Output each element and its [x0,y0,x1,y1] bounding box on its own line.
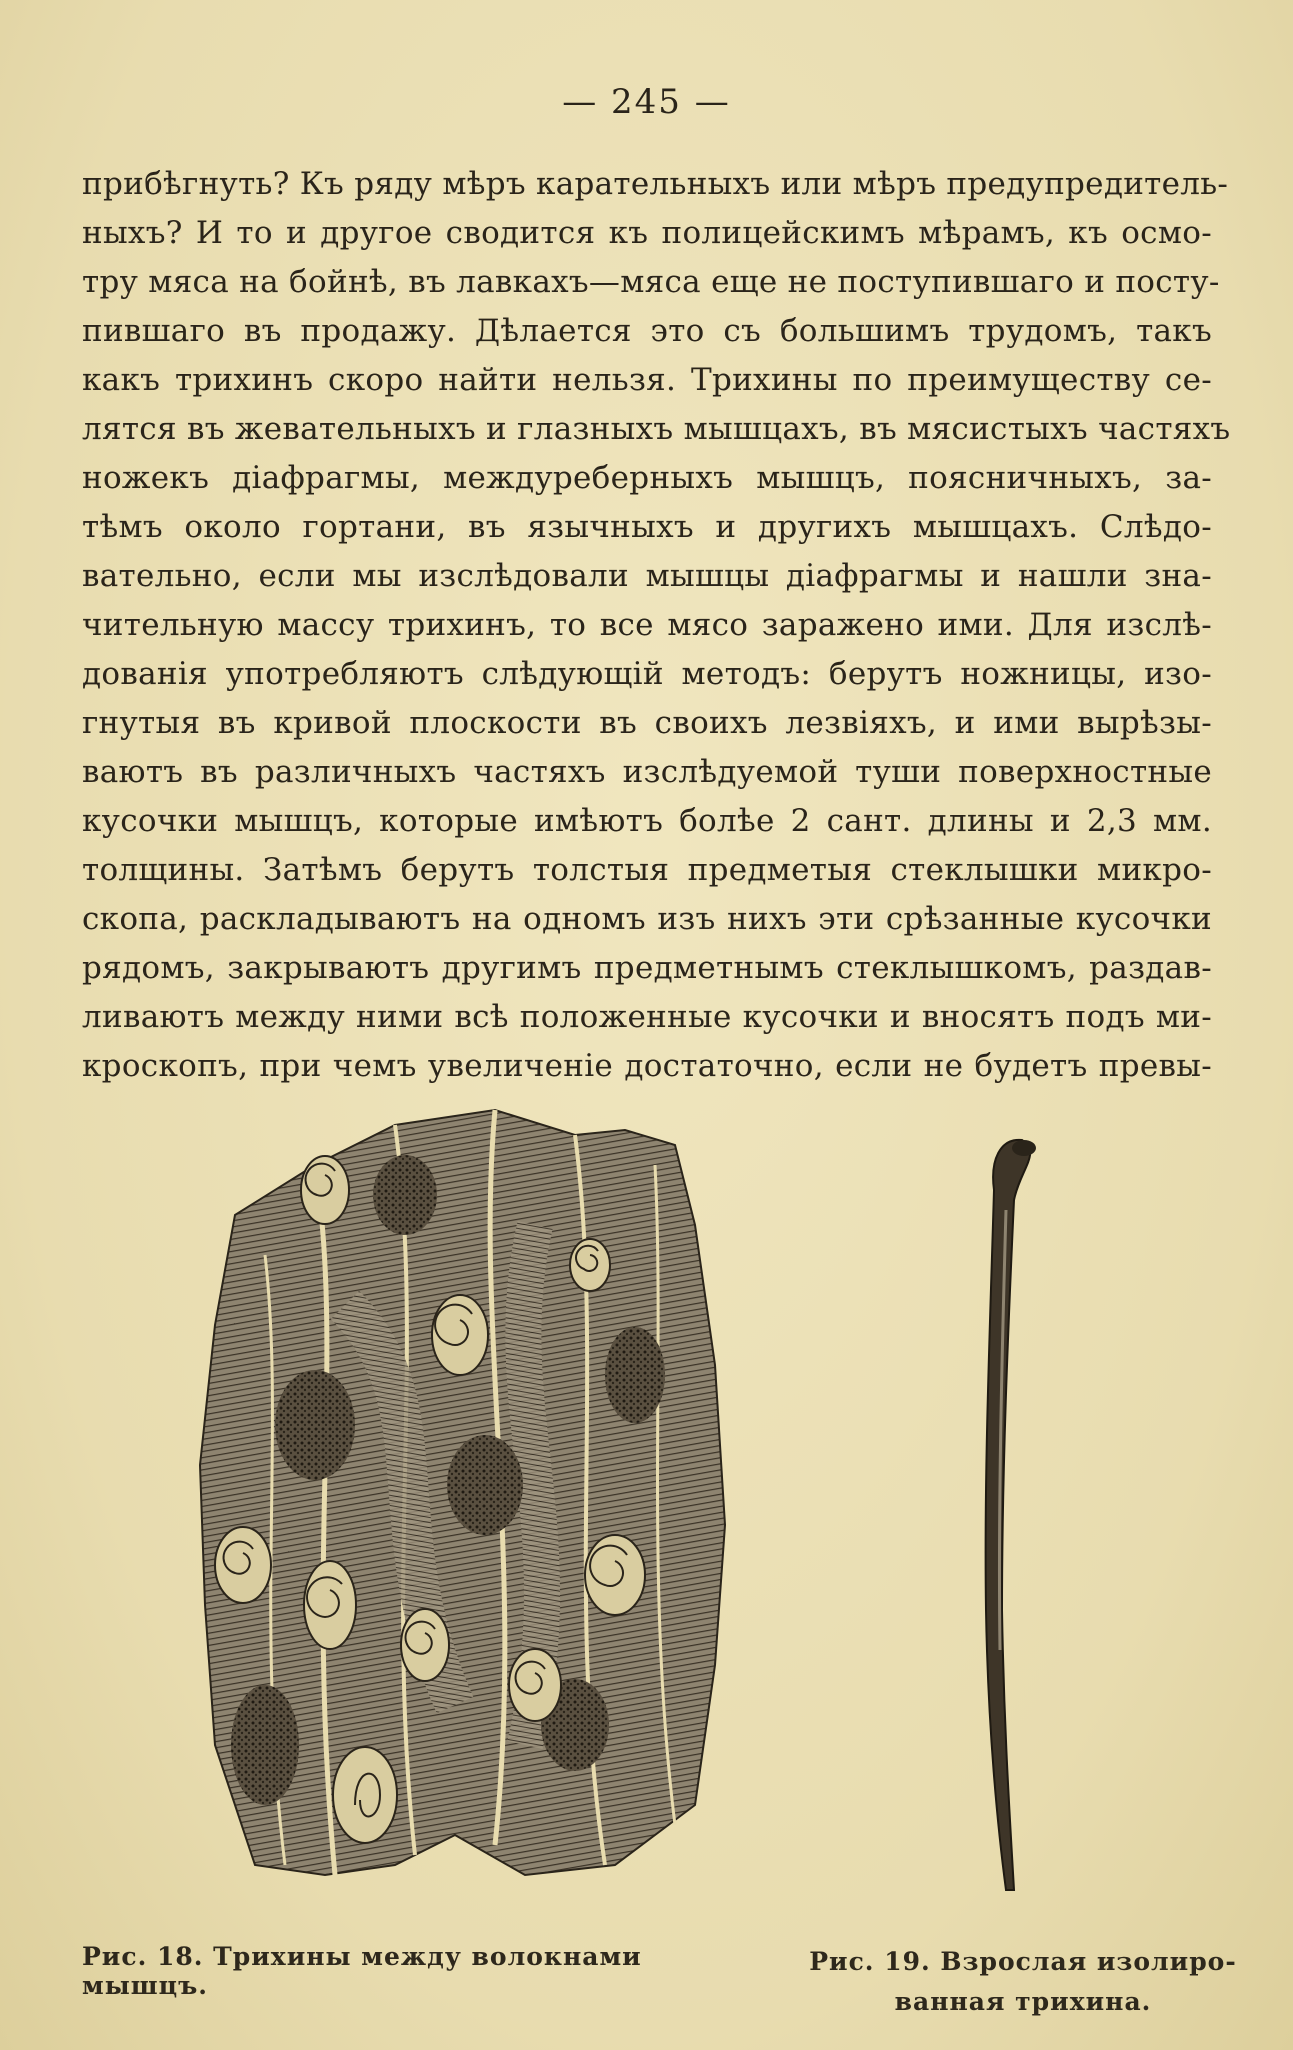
text-line: пившаго въ продажу. Дѣлается это съ большимъ трудомъ, такъ [82,313,1212,349]
figure-19-trichina-illustration [960,1130,1060,1900]
figure-19-caption-line: Рис. 19. Взрослая изолиро- [809,1947,1237,1976]
text-line: ваютъ въ различныхъ частяхъ изслѣдуемой туши поверхностные [82,754,1212,790]
trichina-worm-drawing [960,1130,1060,1900]
body-text [82,160,1231,1091]
figure-18-caption: Рис. 18. Трихины между волокнами мышцъ. [82,1942,642,2000]
text-line: тѣмъ около гортани, въ язычныхъ и другихъ мышцахъ. Слѣдо- [82,509,1212,545]
text-line: какъ трихинъ скоро найти нельзя. Трихины по преимуществу се- [82,362,1212,398]
figure-19-caption-line: ванная трихина. [894,1987,1152,2016]
text-line: прибѣгнуть? Къ ряду мѣръ карательныхъ или мѣръ предупредитель- [82,166,1229,202]
text-line: ливаютъ между ними всѣ положенные кусочки и вносятъ подъ ми- [82,999,1212,1035]
figure-18-muscle-illustration [195,1105,740,1895]
text-line: ныхъ? И то и другое сводится къ полицейскимъ мѣрамъ, къ осмо- [82,215,1212,251]
text-line: рядомъ, закрываютъ другимъ предметнымъ стеклышкомъ, раздав- [82,950,1212,986]
muscle-fibers-drawing [195,1105,740,1895]
text-line: гнутыя въ кривой плоскости въ своихъ лезвіяхъ, и ими вырѣзы- [82,705,1212,741]
text-line: тру мяса на бойнѣ, въ лавкахъ—мяса еще не поступившаго и посту- [82,264,1220,300]
text-line: ножекъ діафрагмы, междуреберныхъ мышцъ, поясничныхъ, за- [82,460,1212,496]
text-line: толщины. Затѣмъ берутъ толстыя предметыя стеклышки микро- [82,852,1212,888]
figure-19-caption [808,1942,1238,2022]
text-line: дованія употребляютъ слѣдующій методъ: берутъ ножницы, изо- [82,656,1212,692]
text-line: скопа, раскладываютъ на одномъ изъ нихъ эти срѣзанные кусочки [82,901,1212,937]
page-number: — 245 — [562,82,731,122]
text-line: лятся въ жевательныхъ и глазныхъ мышцахъ, въ мясистыхъ частяхъ [82,411,1231,447]
text-line: кусочки мышцъ, которые имѣютъ болѣе 2 сант. длины и 2,3 мм. [82,803,1212,839]
text-line: чительную массу трихинъ, то все мясо заражено ими. Для изслѣ- [82,607,1212,643]
text-line: кроскопъ, при чемъ увеличеніе достаточно, если не будетъ превы- [82,1048,1212,1084]
text-line: вательно, если мы изслѣдовали мышцы діафрагмы и нашли зна- [82,558,1212,594]
